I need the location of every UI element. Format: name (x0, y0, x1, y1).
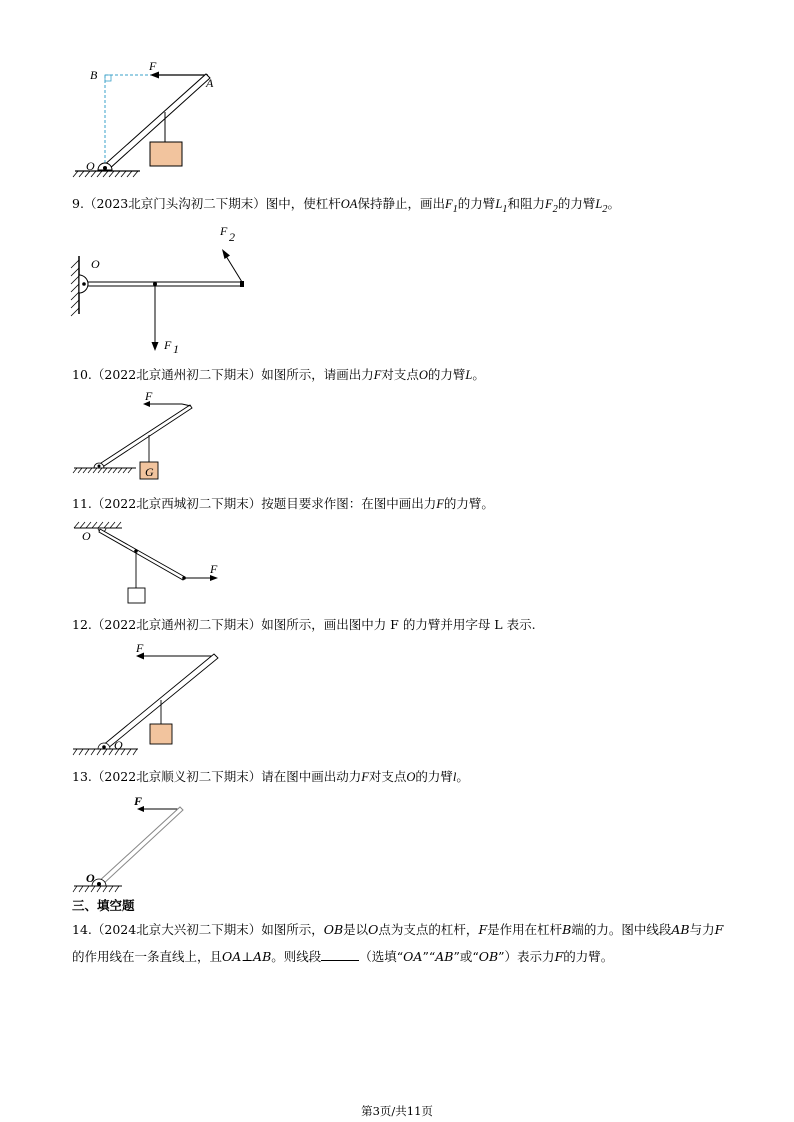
symbol: F (478, 922, 488, 937)
pivot-dot (103, 166, 107, 170)
subscript: 2 (602, 203, 608, 215)
answer-blank[interactable] (321, 948, 359, 961)
subscript: 1 (452, 203, 458, 215)
option: OB (478, 949, 499, 964)
question-text: 。 (607, 196, 621, 211)
question-number: 14. (72, 922, 92, 937)
subscript: 2 (552, 203, 558, 215)
label-f: F (210, 562, 218, 576)
pivot-dot (102, 745, 106, 749)
question-text: 。 (456, 769, 469, 784)
question-text: 对支点 (368, 769, 407, 784)
pivot-dot (98, 465, 101, 468)
symbol: AB (671, 922, 690, 937)
question-text: 的力臂 (415, 769, 453, 784)
figure-q12-lever (70, 638, 230, 758)
symbol: OB (323, 922, 344, 937)
question-text: 的力臂。 (443, 496, 494, 511)
figure-q9-lever (65, 218, 265, 358)
section-heading: 三、填空题 (72, 898, 135, 913)
question-text: 的力臂 (557, 196, 596, 211)
label-o: O (82, 529, 91, 543)
ground-hatch (73, 171, 138, 177)
question-text: 保持静止，画出 (357, 196, 445, 211)
question-source: （2022北京通州初二下期末） (91, 617, 262, 632)
force-f2-arrow (226, 256, 242, 282)
symbol: O (406, 770, 416, 784)
question-text: 。则线段 (271, 949, 322, 964)
question-number: 12. (72, 617, 92, 632)
symbol: F (554, 949, 564, 964)
lever-bar (88, 282, 243, 286)
label-o: O (86, 871, 95, 885)
question-text: 的作用线在一条直线上，且 (72, 949, 223, 964)
question-text: 的力臂 (427, 367, 466, 382)
question-text: 请在图中画出动力 (261, 769, 362, 784)
label-f: F (149, 59, 157, 73)
question-source: （2022北京西城初二下期末） (91, 496, 262, 511)
question-text: （选填“ (359, 949, 404, 964)
question-source: （2022北京顺义初二下期末） (91, 769, 262, 784)
lever-bar (97, 807, 183, 886)
figure-q10-lever (70, 388, 210, 483)
right-angle-mark (105, 75, 111, 81)
subscript: 1 (502, 203, 508, 215)
question-text: 是作用在杠杆 (487, 922, 563, 937)
label-f2-sub: 2 (229, 230, 235, 244)
question-text: 的力臂。 (563, 949, 614, 964)
label-o: O (86, 159, 95, 173)
ceiling-hatch (74, 522, 121, 528)
question-10 (72, 361, 732, 389)
question-text: ”“ (422, 949, 436, 964)
label-f2: F (220, 224, 228, 238)
option: OA (403, 949, 423, 964)
hinge-dot (82, 282, 86, 286)
lever-bar (98, 405, 192, 468)
figure-q13-lever (70, 792, 200, 897)
ground-hatch (73, 749, 137, 755)
question-14 (72, 916, 727, 970)
label-a: A (206, 76, 214, 90)
question-text: 如图所示，画出图中力 F 的力臂并用字母 L 表示. (261, 617, 536, 632)
label-f: F (134, 794, 143, 808)
question-text: 点为支点的杠杆， (378, 922, 479, 937)
question-text: 对支点 (381, 367, 419, 382)
symbol: F (436, 497, 444, 511)
symbol: L (495, 197, 503, 211)
question-11 (72, 490, 732, 518)
weight-block (150, 142, 182, 166)
label-f: F (136, 641, 144, 655)
question-number: 9. (72, 196, 84, 211)
question-text: ”）表示力 (498, 949, 555, 964)
symbol: B (562, 922, 572, 937)
question-source: （2024北京大兴初二下期末） (91, 922, 262, 937)
symbol: O (418, 368, 428, 382)
label-o: O (91, 257, 100, 271)
question-text: ”或“ (453, 949, 479, 964)
symbol: F (444, 197, 453, 211)
question-text: 端的力。图中线段 (571, 922, 672, 937)
question-number: 11. (72, 496, 92, 511)
question-text: 的力臂 (457, 196, 496, 211)
lever-bar (99, 529, 185, 580)
option: AB (435, 949, 454, 964)
question-12 (72, 611, 732, 638)
question-source: （2022北京通州初二下期末） (91, 367, 262, 382)
label-f: F (145, 389, 153, 403)
question-text: 如图所示， (261, 922, 324, 937)
label-f1: F (164, 338, 172, 352)
symbol: OA⊥AB (222, 949, 272, 964)
ground-hatch (73, 468, 132, 473)
question-text: 与力 (689, 922, 715, 937)
wall-hatch (71, 260, 79, 316)
figure-q11-lever (70, 518, 230, 608)
weight-block (128, 588, 145, 603)
arrow-down-icon (152, 342, 159, 351)
symbol: F (714, 922, 724, 937)
label-b: B (90, 68, 98, 82)
figure-q8-lever (70, 60, 230, 185)
arrow-up-left-icon (222, 249, 230, 259)
pivot-dot (97, 882, 101, 886)
symbol: OA (340, 197, 358, 211)
symbol: l (452, 770, 457, 784)
page-footer: 第3页/共11页 (361, 1104, 433, 1118)
symbol: L (465, 368, 473, 382)
symbol: F (544, 197, 553, 211)
weight-block (150, 724, 172, 744)
ground-hatch (73, 886, 119, 892)
question-text: 和阻力 (507, 196, 545, 211)
symbol: L (595, 197, 603, 211)
question-text: 是以 (343, 922, 369, 937)
question-text: 如图所示，请画出力 (261, 367, 374, 382)
question-13 (72, 763, 732, 791)
symbol: O (368, 922, 379, 937)
label-f1-sub: 1 (173, 342, 179, 356)
question-source: （2023北京门头沟初二下期末） (83, 196, 266, 211)
question-number: 10. (72, 367, 92, 382)
label-o: O (114, 738, 123, 752)
question-text: 图中，使杠杆 (265, 196, 341, 211)
question-text: 。 (472, 367, 485, 382)
symbol: F (373, 368, 382, 382)
question-text: 按题目要求作图：在图中画出力 (261, 496, 437, 511)
label-g: G (145, 465, 154, 479)
symbol: F (361, 770, 369, 784)
question-number: 13. (72, 769, 92, 784)
